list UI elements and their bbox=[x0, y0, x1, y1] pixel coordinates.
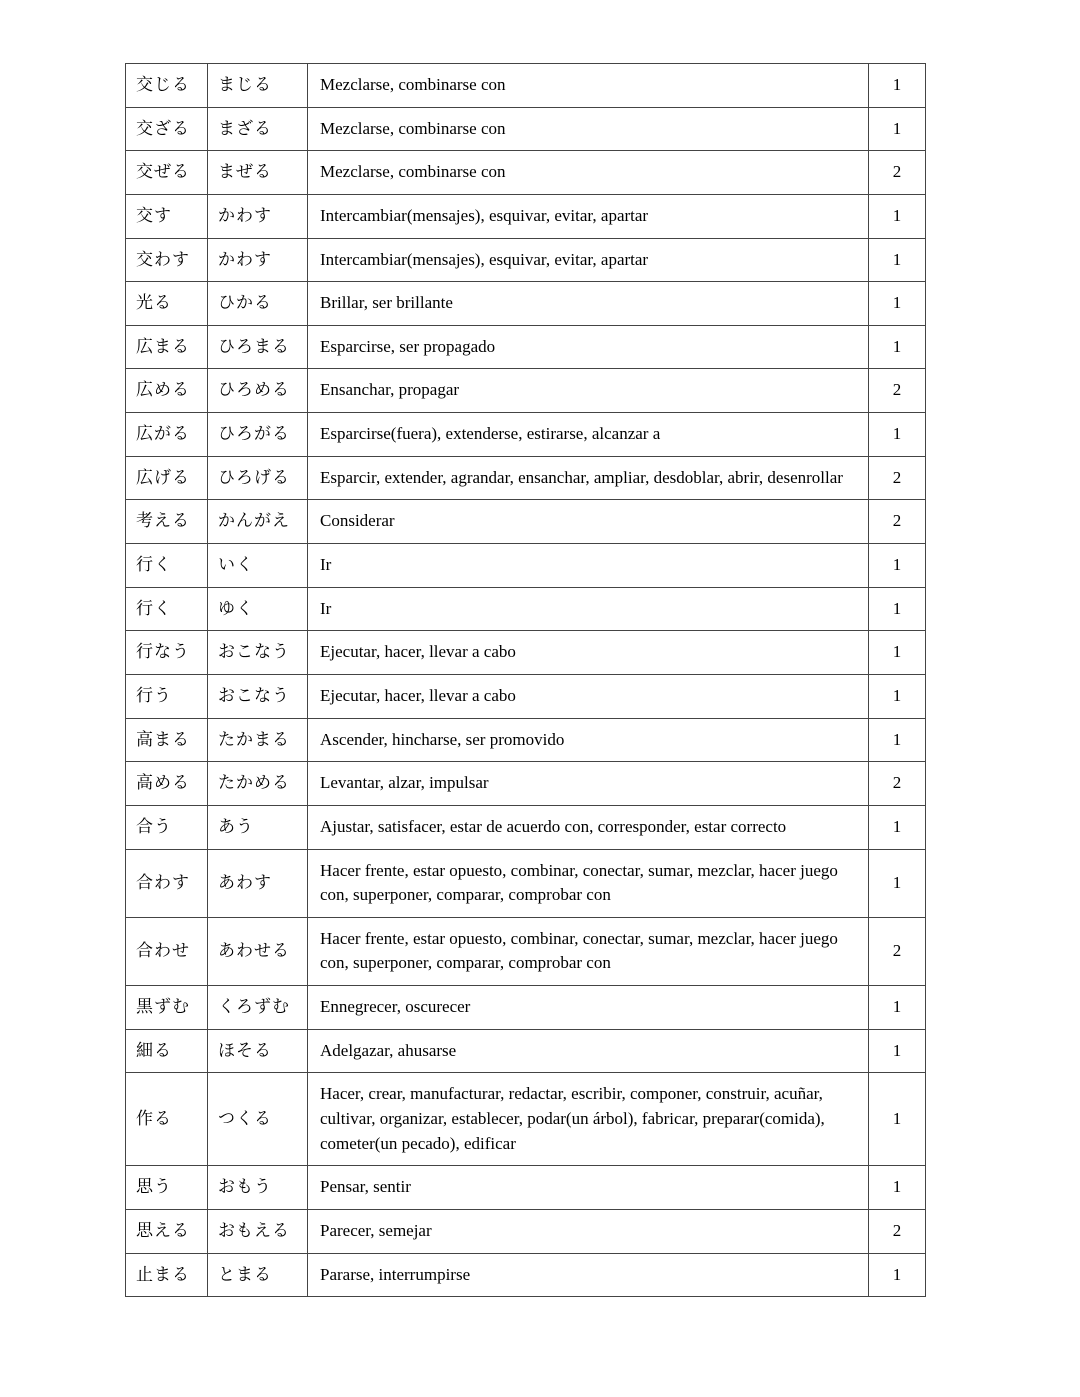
meaning-cell: Ejecutar, hacer, llevar a cabo bbox=[308, 674, 869, 718]
meaning-cell: Ir bbox=[308, 587, 869, 631]
group-number-cell: 1 bbox=[869, 413, 926, 457]
group-number-cell: 1 bbox=[869, 674, 926, 718]
reading-cell: かわす bbox=[208, 194, 308, 238]
kanji-cell: 止まる bbox=[126, 1253, 208, 1297]
vocabulary-table bbox=[125, 63, 926, 1297]
table-row bbox=[126, 1073, 926, 1166]
kanji-cell: 高める bbox=[126, 762, 208, 806]
group-number-cell: 1 bbox=[869, 849, 926, 917]
group-number-cell: 2 bbox=[869, 456, 926, 500]
group-number-cell: 2 bbox=[869, 762, 926, 806]
table-row bbox=[126, 413, 926, 457]
kanji-cell: 交わす bbox=[126, 238, 208, 282]
table-row bbox=[126, 64, 926, 108]
table-row bbox=[126, 587, 926, 631]
reading-cell: たかまる bbox=[208, 718, 308, 762]
group-number-cell: 1 bbox=[869, 1073, 926, 1166]
kanji-cell: 交ぜる bbox=[126, 151, 208, 195]
group-number-cell: 1 bbox=[869, 238, 926, 282]
kanji-cell: 合わせ bbox=[126, 917, 208, 985]
table-row bbox=[126, 1029, 926, 1073]
kanji-cell: 作る bbox=[126, 1073, 208, 1166]
reading-cell: たかめる bbox=[208, 762, 308, 806]
group-number-cell: 2 bbox=[869, 1209, 926, 1253]
meaning-cell: Hacer, crear, manufacturar, redactar, escribir, componer, construir, acuñar, cultivar, organizar, establecer, podar(un árbol), fabricar, preparar(comida), cometer(un pecado), edificar bbox=[308, 1073, 869, 1166]
reading-cell: くろずむ bbox=[208, 986, 308, 1030]
reading-cell: かんがえ bbox=[208, 500, 308, 544]
reading-cell: つくる bbox=[208, 1073, 308, 1166]
reading-cell: ゆく bbox=[208, 587, 308, 631]
reading-cell: おもえる bbox=[208, 1209, 308, 1253]
group-number-cell: 1 bbox=[869, 718, 926, 762]
meaning-cell: Levantar, alzar, impulsar bbox=[308, 762, 869, 806]
meaning-cell: Esparcirse, ser propagado bbox=[308, 325, 869, 369]
group-number-cell: 1 bbox=[869, 1029, 926, 1073]
group-number-cell: 2 bbox=[869, 151, 926, 195]
table-row bbox=[126, 369, 926, 413]
table-row bbox=[126, 762, 926, 806]
reading-cell: ほそる bbox=[208, 1029, 308, 1073]
kanji-cell: 広める bbox=[126, 369, 208, 413]
table-row bbox=[126, 849, 926, 917]
group-number-cell: 1 bbox=[869, 544, 926, 588]
kanji-cell: 考える bbox=[126, 500, 208, 544]
group-number-cell: 2 bbox=[869, 369, 926, 413]
meaning-cell: Hacer frente, estar opuesto, combinar, conectar, sumar, mezclar, hacer juego con, superponer, comparar, comprobar con bbox=[308, 917, 869, 985]
kanji-cell: 合う bbox=[126, 805, 208, 849]
meaning-cell: Ennegrecer, oscurecer bbox=[308, 986, 869, 1030]
meaning-cell: Intercambiar(mensajes), esquivar, evitar, apartar bbox=[308, 238, 869, 282]
table-row bbox=[126, 917, 926, 985]
kanji-cell: 光る bbox=[126, 282, 208, 326]
reading-cell: ひかる bbox=[208, 282, 308, 326]
group-number-cell: 1 bbox=[869, 194, 926, 238]
group-number-cell: 1 bbox=[869, 1253, 926, 1297]
table-row bbox=[126, 674, 926, 718]
meaning-cell: Ir bbox=[308, 544, 869, 588]
group-number-cell: 1 bbox=[869, 282, 926, 326]
kanji-cell: 思える bbox=[126, 1209, 208, 1253]
kanji-cell: 思う bbox=[126, 1166, 208, 1210]
meaning-cell: Brillar, ser brillante bbox=[308, 282, 869, 326]
kanji-cell: 交す bbox=[126, 194, 208, 238]
meaning-cell: Hacer frente, estar opuesto, combinar, conectar, sumar, mezclar, hacer juego con, superponer, comparar, comprobar con bbox=[308, 849, 869, 917]
table-row bbox=[126, 718, 926, 762]
table-row bbox=[126, 500, 926, 544]
reading-cell: まじる bbox=[208, 64, 308, 108]
meaning-cell: Ejecutar, hacer, llevar a cabo bbox=[308, 631, 869, 675]
group-number-cell: 1 bbox=[869, 325, 926, 369]
table-row bbox=[126, 325, 926, 369]
table-row bbox=[126, 1209, 926, 1253]
kanji-cell: 交じる bbox=[126, 64, 208, 108]
reading-cell: あわせる bbox=[208, 917, 308, 985]
kanji-cell: 行なう bbox=[126, 631, 208, 675]
kanji-cell: 広がる bbox=[126, 413, 208, 457]
table-row bbox=[126, 282, 926, 326]
reading-cell: おこなう bbox=[208, 631, 308, 675]
group-number-cell: 1 bbox=[869, 64, 926, 108]
kanji-cell: 行く bbox=[126, 587, 208, 631]
table-row bbox=[126, 544, 926, 588]
table-row bbox=[126, 631, 926, 675]
reading-cell: おもう bbox=[208, 1166, 308, 1210]
table-row bbox=[126, 151, 926, 195]
table-row bbox=[126, 194, 926, 238]
table-row bbox=[126, 805, 926, 849]
reading-cell: ひろまる bbox=[208, 325, 308, 369]
table-row bbox=[126, 456, 926, 500]
group-number-cell: 1 bbox=[869, 986, 926, 1030]
reading-cell: ひろがる bbox=[208, 413, 308, 457]
meaning-cell: Mezclarse, combinarse con bbox=[308, 151, 869, 195]
reading-cell: かわす bbox=[208, 238, 308, 282]
group-number-cell: 1 bbox=[869, 107, 926, 151]
meaning-cell: Ensanchar, propagar bbox=[308, 369, 869, 413]
table-row bbox=[126, 107, 926, 151]
group-number-cell: 1 bbox=[869, 587, 926, 631]
meaning-cell: Ajustar, satisfacer, estar de acuerdo con, corresponder, estar correcto bbox=[308, 805, 869, 849]
kanji-cell: 黒ずむ bbox=[126, 986, 208, 1030]
kanji-cell: 広げる bbox=[126, 456, 208, 500]
kanji-cell: 広まる bbox=[126, 325, 208, 369]
table-row bbox=[126, 986, 926, 1030]
reading-cell: とまる bbox=[208, 1253, 308, 1297]
group-number-cell: 1 bbox=[869, 805, 926, 849]
meaning-cell: Esparcir, extender, agrandar, ensanchar, ampliar, desdoblar, abrir, desenrollar bbox=[308, 456, 869, 500]
meaning-cell: Ascender, hincharse, ser promovido bbox=[308, 718, 869, 762]
vocab-table-body bbox=[126, 64, 926, 1297]
kanji-cell: 合わす bbox=[126, 849, 208, 917]
kanji-cell: 交ざる bbox=[126, 107, 208, 151]
table-row bbox=[126, 238, 926, 282]
kanji-cell: 行く bbox=[126, 544, 208, 588]
meaning-cell: Intercambiar(mensajes), esquivar, evitar, apartar bbox=[308, 194, 869, 238]
reading-cell: おこなう bbox=[208, 674, 308, 718]
meaning-cell: Mezclarse, combinarse con bbox=[308, 107, 869, 151]
group-number-cell: 1 bbox=[869, 631, 926, 675]
meaning-cell: Pensar, sentir bbox=[308, 1166, 869, 1210]
meaning-cell: Mezclarse, combinarse con bbox=[308, 64, 869, 108]
meaning-cell: Esparcirse(fuera), extenderse, estirarse, alcanzar a bbox=[308, 413, 869, 457]
reading-cell: いく bbox=[208, 544, 308, 588]
reading-cell: あう bbox=[208, 805, 308, 849]
reading-cell: ひろめる bbox=[208, 369, 308, 413]
kanji-cell: 細る bbox=[126, 1029, 208, 1073]
table-row bbox=[126, 1166, 926, 1210]
reading-cell: まぜる bbox=[208, 151, 308, 195]
reading-cell: あわす bbox=[208, 849, 308, 917]
reading-cell: まざる bbox=[208, 107, 308, 151]
meaning-cell: Considerar bbox=[308, 500, 869, 544]
table-row bbox=[126, 1253, 926, 1297]
kanji-cell: 高まる bbox=[126, 718, 208, 762]
group-number-cell: 1 bbox=[869, 1166, 926, 1210]
meaning-cell: Pararse, interrumpirse bbox=[308, 1253, 869, 1297]
reading-cell: ひろげる bbox=[208, 456, 308, 500]
meaning-cell: Adelgazar, ahusarse bbox=[308, 1029, 869, 1073]
meaning-cell: Parecer, semejar bbox=[308, 1209, 869, 1253]
group-number-cell: 2 bbox=[869, 500, 926, 544]
group-number-cell: 2 bbox=[869, 917, 926, 985]
kanji-cell: 行う bbox=[126, 674, 208, 718]
